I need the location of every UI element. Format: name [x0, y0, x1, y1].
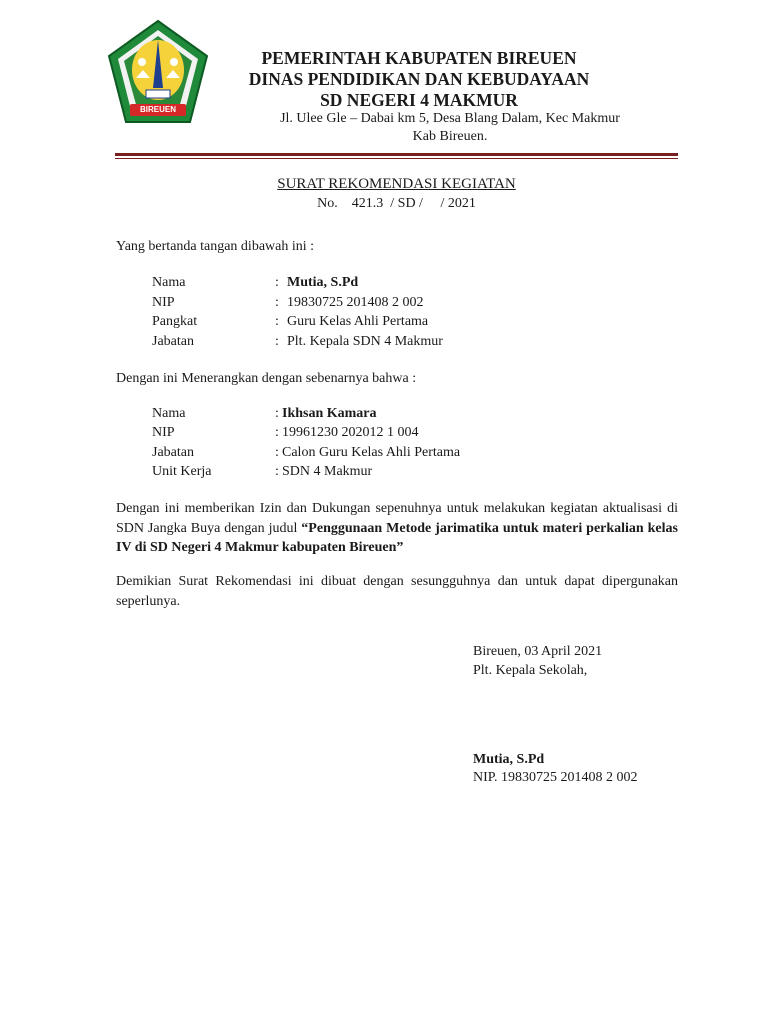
- field-label: Unit Kerja: [152, 464, 212, 479]
- field-separator: :: [275, 406, 279, 421]
- field-separator: :: [275, 425, 279, 440]
- place-date: Bireuen, 03 April 2021: [473, 644, 603, 659]
- field-value: Calon Guru Kelas Ahli Pertama: [282, 445, 461, 460]
- signer-position: Plt. Kepala Sekolah,: [473, 663, 588, 678]
- letter-number: No. 421.3 / SD / / 2021: [317, 196, 476, 211]
- letter-title: SURAT REKOMENDASI KEGIATAN: [277, 176, 516, 192]
- header-government: PEMERINTAH KABUPATEN BIREUEN: [261, 48, 577, 68]
- field-separator: :: [275, 464, 279, 479]
- field-label: NIP: [152, 425, 175, 440]
- letterhead-rule-thin: [115, 158, 678, 159]
- statement-text: Dengan ini Menerangkan dengan sebenarnya bahwa :: [116, 371, 417, 386]
- field-separator: :: [275, 314, 279, 329]
- header-address-line2: Kab Bireuen.: [412, 129, 488, 144]
- letterhead-rule-thick: [115, 153, 678, 156]
- field-separator: :: [275, 275, 279, 290]
- field-value: Plt. Kepala SDN 4 Makmur: [287, 334, 443, 349]
- header-school: SD NEGERI 4 MAKMUR: [320, 90, 518, 110]
- closing-paragraph: Demikian Surat Rekomendasi ini dibuat dengan sesungguhnya dan untuk dapat dipergunakan seperlunya.: [116, 574, 678, 609]
- field-label: Pangkat: [152, 314, 198, 329]
- intro-text: Yang bertanda tangan dibawah ini :: [116, 239, 315, 254]
- logo-lettering: BIREUEN: [139, 105, 176, 114]
- field-value: 19830725 201408 2 002: [287, 295, 424, 310]
- field-separator: :: [275, 334, 279, 349]
- header-department: DINAS PENDIDIKAN DAN KEBUDAYAAN: [248, 69, 590, 89]
- signer-name: Mutia, S.Pd: [473, 752, 545, 767]
- body-paragraph: [116, 499, 678, 558]
- field-label: Nama: [152, 406, 186, 421]
- field-label: Nama: [152, 275, 186, 290]
- activity-title: “Penggunaan Metode jarimatika untuk materi perkalian kelas IV di SD Negeri 4 Makmur kabupaten Bireuen”: [116, 520, 678, 555]
- signer-nip: NIP. 19830725 201408 2 002: [473, 770, 638, 785]
- field-separator: :: [275, 445, 279, 460]
- field-label: Jabatan: [152, 445, 194, 460]
- body-text: Dengan ini memberikan Izin dan Dukungan sepenuhnya untuk melakukan kegiatan aktualisasi di SDN Jangka Buya dengan judul: [116, 501, 678, 536]
- field-value: Ikhsan Kamara: [282, 406, 377, 421]
- field-value: Mutia, S.Pd: [287, 275, 359, 290]
- field-value: SDN 4 Makmur: [282, 464, 373, 479]
- field-label: NIP: [152, 295, 175, 310]
- field-value: Guru Kelas Ahli Pertama: [287, 314, 429, 329]
- header-address-line1: Jl. Ulee Gle – Dabai km 5, Desa Blang Dalam, Kec Makmur: [280, 111, 620, 126]
- field-separator: :: [275, 295, 279, 310]
- field-value: 19961230 202012 1 004: [282, 425, 419, 440]
- field-label: Jabatan: [152, 334, 194, 349]
